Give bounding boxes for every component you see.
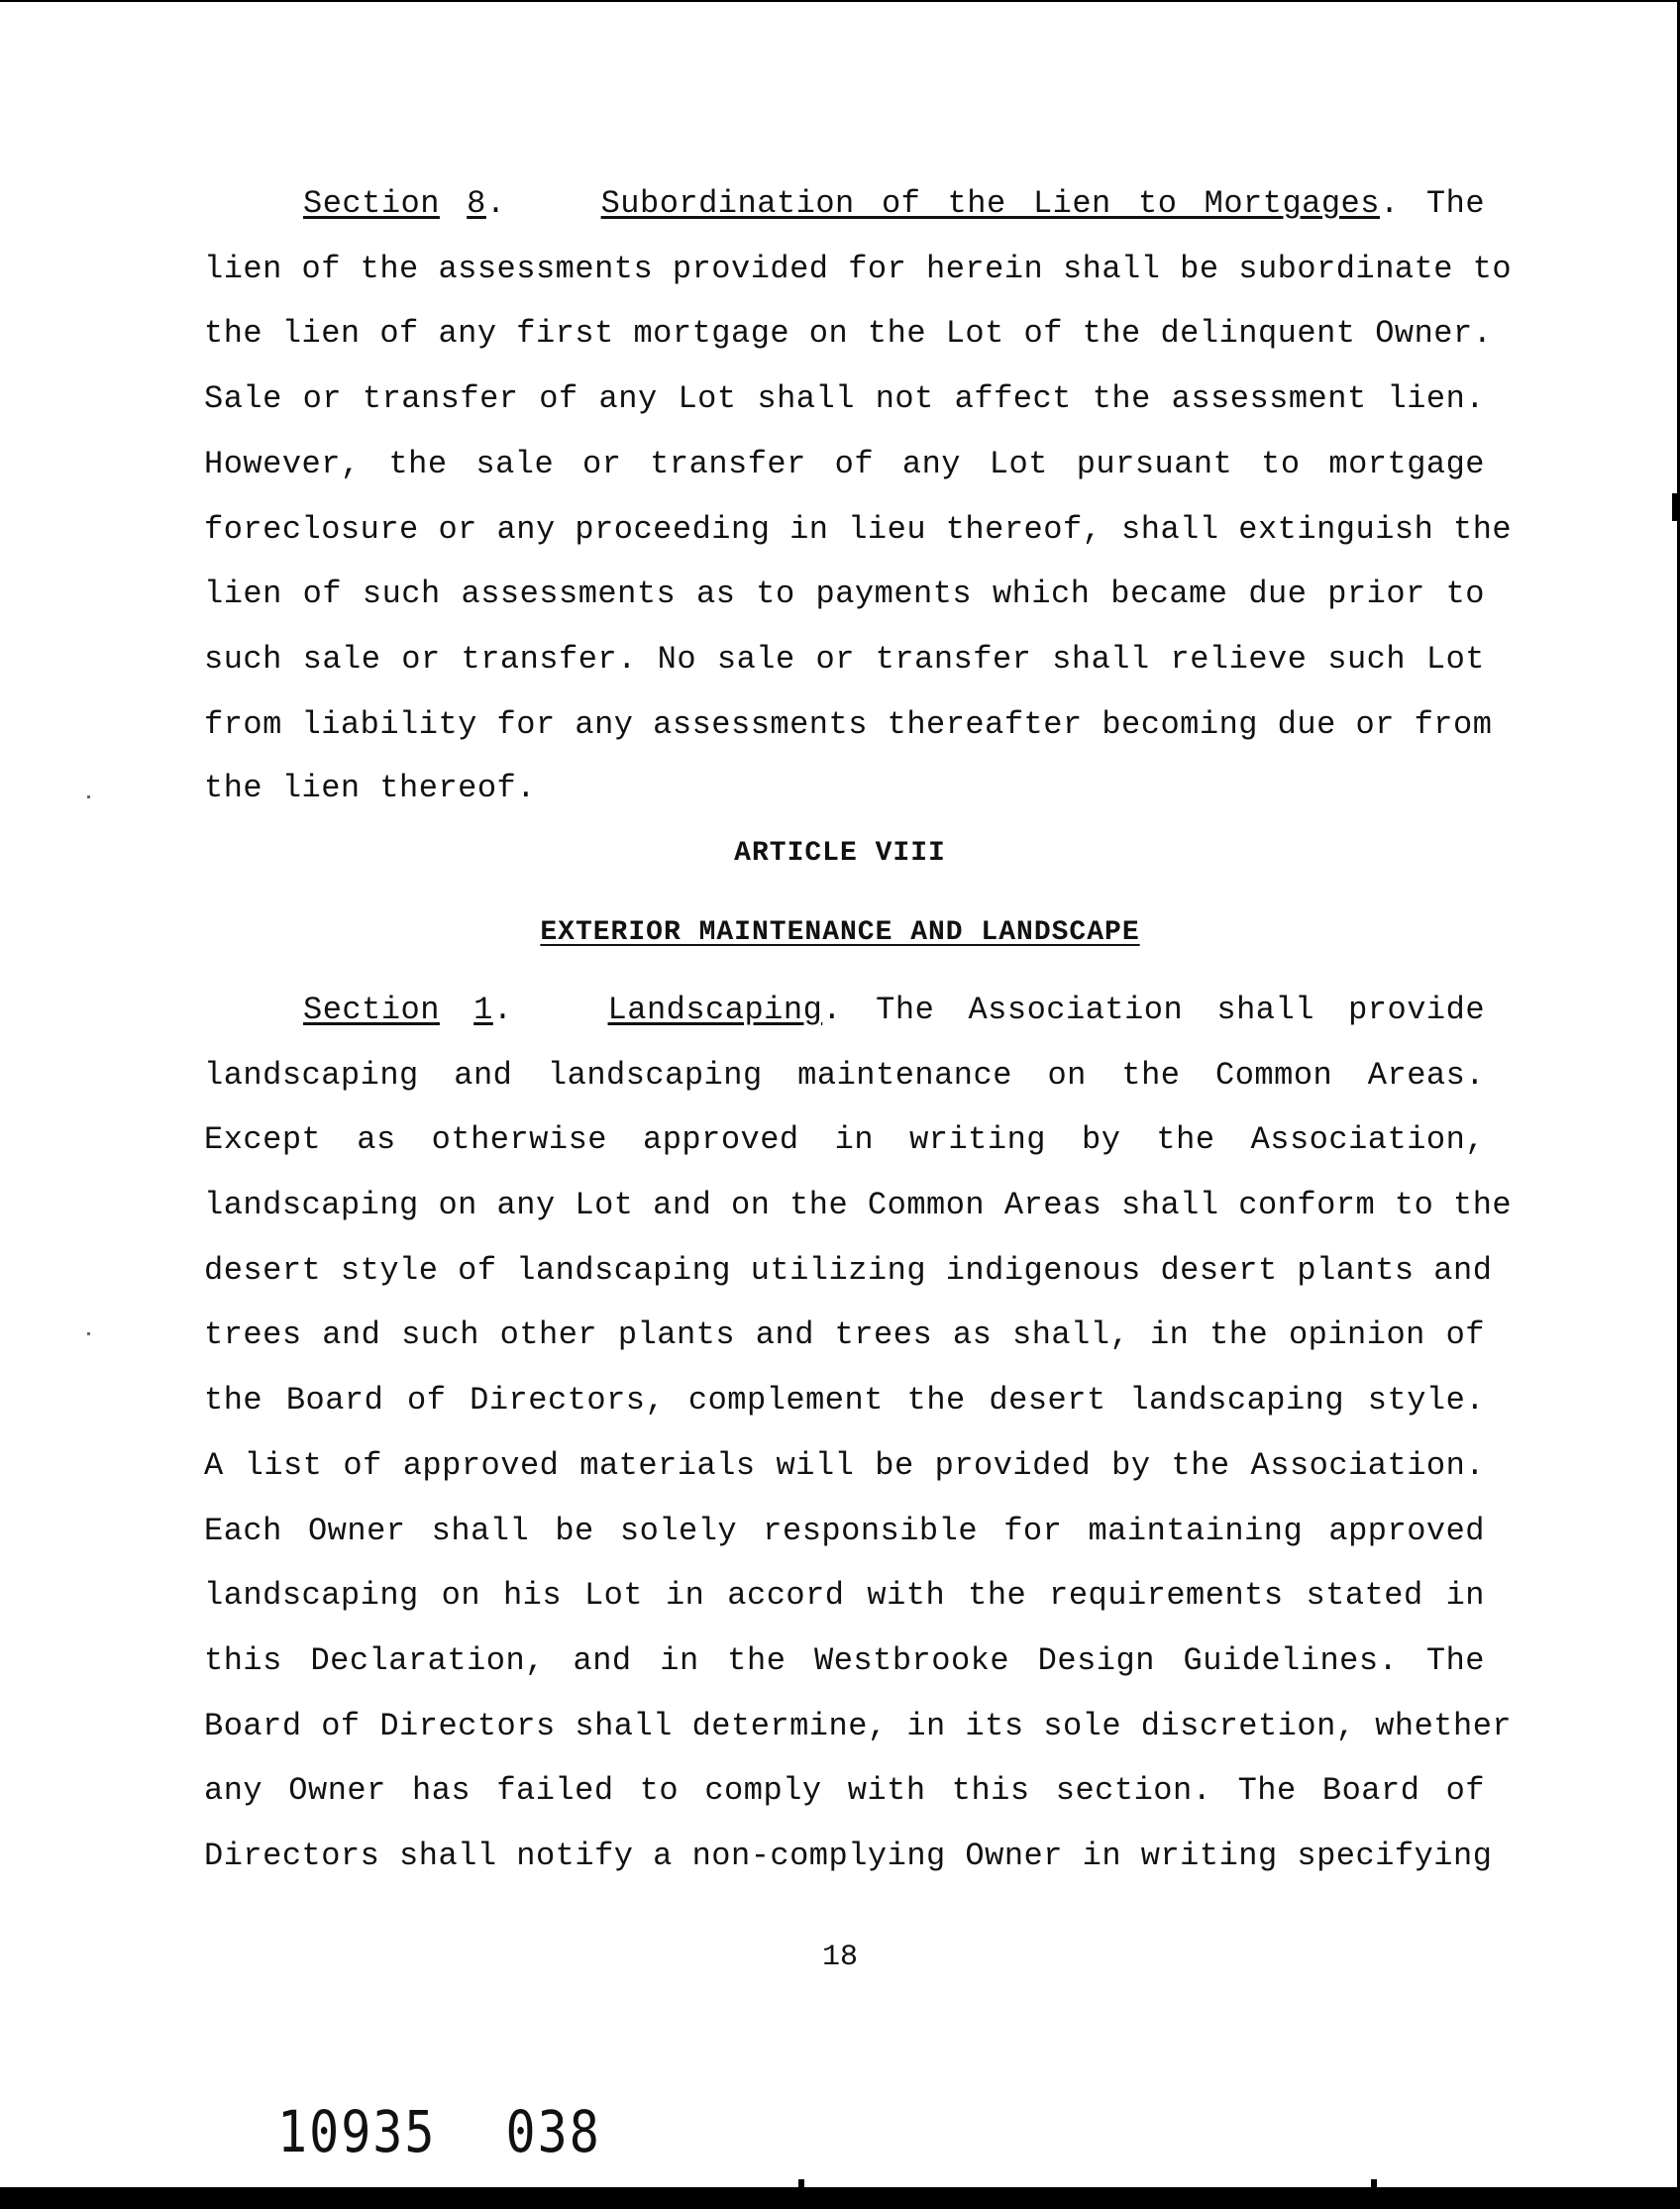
section-8-number: 8: [467, 185, 486, 222]
body-line: such sale or transfer. No sale or transfer shall relieve such Lot: [204, 641, 1485, 678]
body-line: the Board of Directors, complement the desert landscaping style.: [204, 1382, 1485, 1419]
body-line: Each Owner shall be solely responsible for maintaining approved: [204, 1513, 1485, 1549]
body-line: the lien of any first mortgage on the Lot of the delinquent Owner.: [204, 315, 1493, 352]
body-line: this Declaration, and in the Westbrooke Design Guidelines. The: [204, 1642, 1485, 1679]
body-line: from liability for any assessments thereafter becoming due or from: [204, 706, 1493, 743]
body-line: A list of approved materials will be provided by the Association.: [204, 1447, 1485, 1484]
body-line: desert style of landscaping utilizing indigenous desert plants and: [204, 1252, 1493, 1289]
article-title: ARTICLE VIII: [734, 838, 946, 869]
body-line: any Owner has failed to comply with this section. The Board of: [204, 1772, 1485, 1809]
recording-page: 038: [505, 2099, 601, 2165]
scan-bottom-edge: [0, 2187, 1680, 2209]
body-line: Sale or transfer of any Lot shall not affect the assessment lien.: [204, 380, 1485, 417]
article-subtitle: EXTERIOR MAINTENANCE AND LANDSCAPE: [540, 917, 1140, 948]
body-line: landscaping and landscaping maintenance on the Common Areas.: [204, 1057, 1485, 1094]
body-line: lien of such assessments as to payments which became due prior to: [204, 576, 1485, 612]
body-line: Except as otherwise approved in writing by the Association,: [204, 1121, 1485, 1158]
recording-stamp: [277, 2098, 601, 2166]
section-8-label: Section: [303, 185, 440, 222]
page-number: 18: [821, 1941, 858, 1974]
body-line: lien of the assessments provided for herein shall be subordinate to: [204, 251, 1513, 287]
section-1-heading-line: Section 1. Landscaping. The Association shall provide: [303, 992, 1486, 1028]
section-8-heading-line: Section 8. Subordination of the Lien to Mortgages. The: [303, 185, 1486, 222]
section-8-title: Subordination of the Lien to Mortgages: [600, 185, 1380, 222]
body-line: trees and such other plants and trees as shall, in the opinion of: [204, 1316, 1485, 1353]
section-1-first-line-rest: The Association shall provide: [876, 992, 1486, 1028]
body-line: foreclosure or any proceeding in lieu thereof, shall extinguish the: [204, 511, 1513, 548]
body-line: Directors shall notify a non-complying Owner in writing specifying: [204, 1838, 1493, 1874]
section-1-title: Landscaping: [607, 992, 823, 1028]
body-line: landscaping on his Lot in accord with the requirements stated in: [204, 1577, 1485, 1614]
section-1-label: Section: [303, 992, 440, 1028]
scan-speck: [87, 1332, 90, 1335]
body-line: However, the sale or transfer of any Lot pursuant to mortgage: [204, 446, 1485, 482]
scan-bottom-tick: [1371, 2179, 1377, 2209]
scan-bottom-tick: [798, 2179, 804, 2209]
section-1-number: 1: [473, 992, 493, 1028]
body-line: the lien thereof.: [204, 770, 536, 806]
scan-top-edge: [0, 0, 1680, 2]
recording-book: 10935: [277, 2099, 437, 2165]
body-line: Board of Directors shall determine, in its sole discretion, whether: [204, 1708, 1513, 1744]
section-8-first-line-end: The: [1425, 185, 1486, 222]
body-line: landscaping on any Lot and on the Common Areas shall conform to the: [204, 1187, 1513, 1223]
scan-right-notch: [1672, 493, 1680, 521]
scan-speck: [87, 795, 90, 798]
